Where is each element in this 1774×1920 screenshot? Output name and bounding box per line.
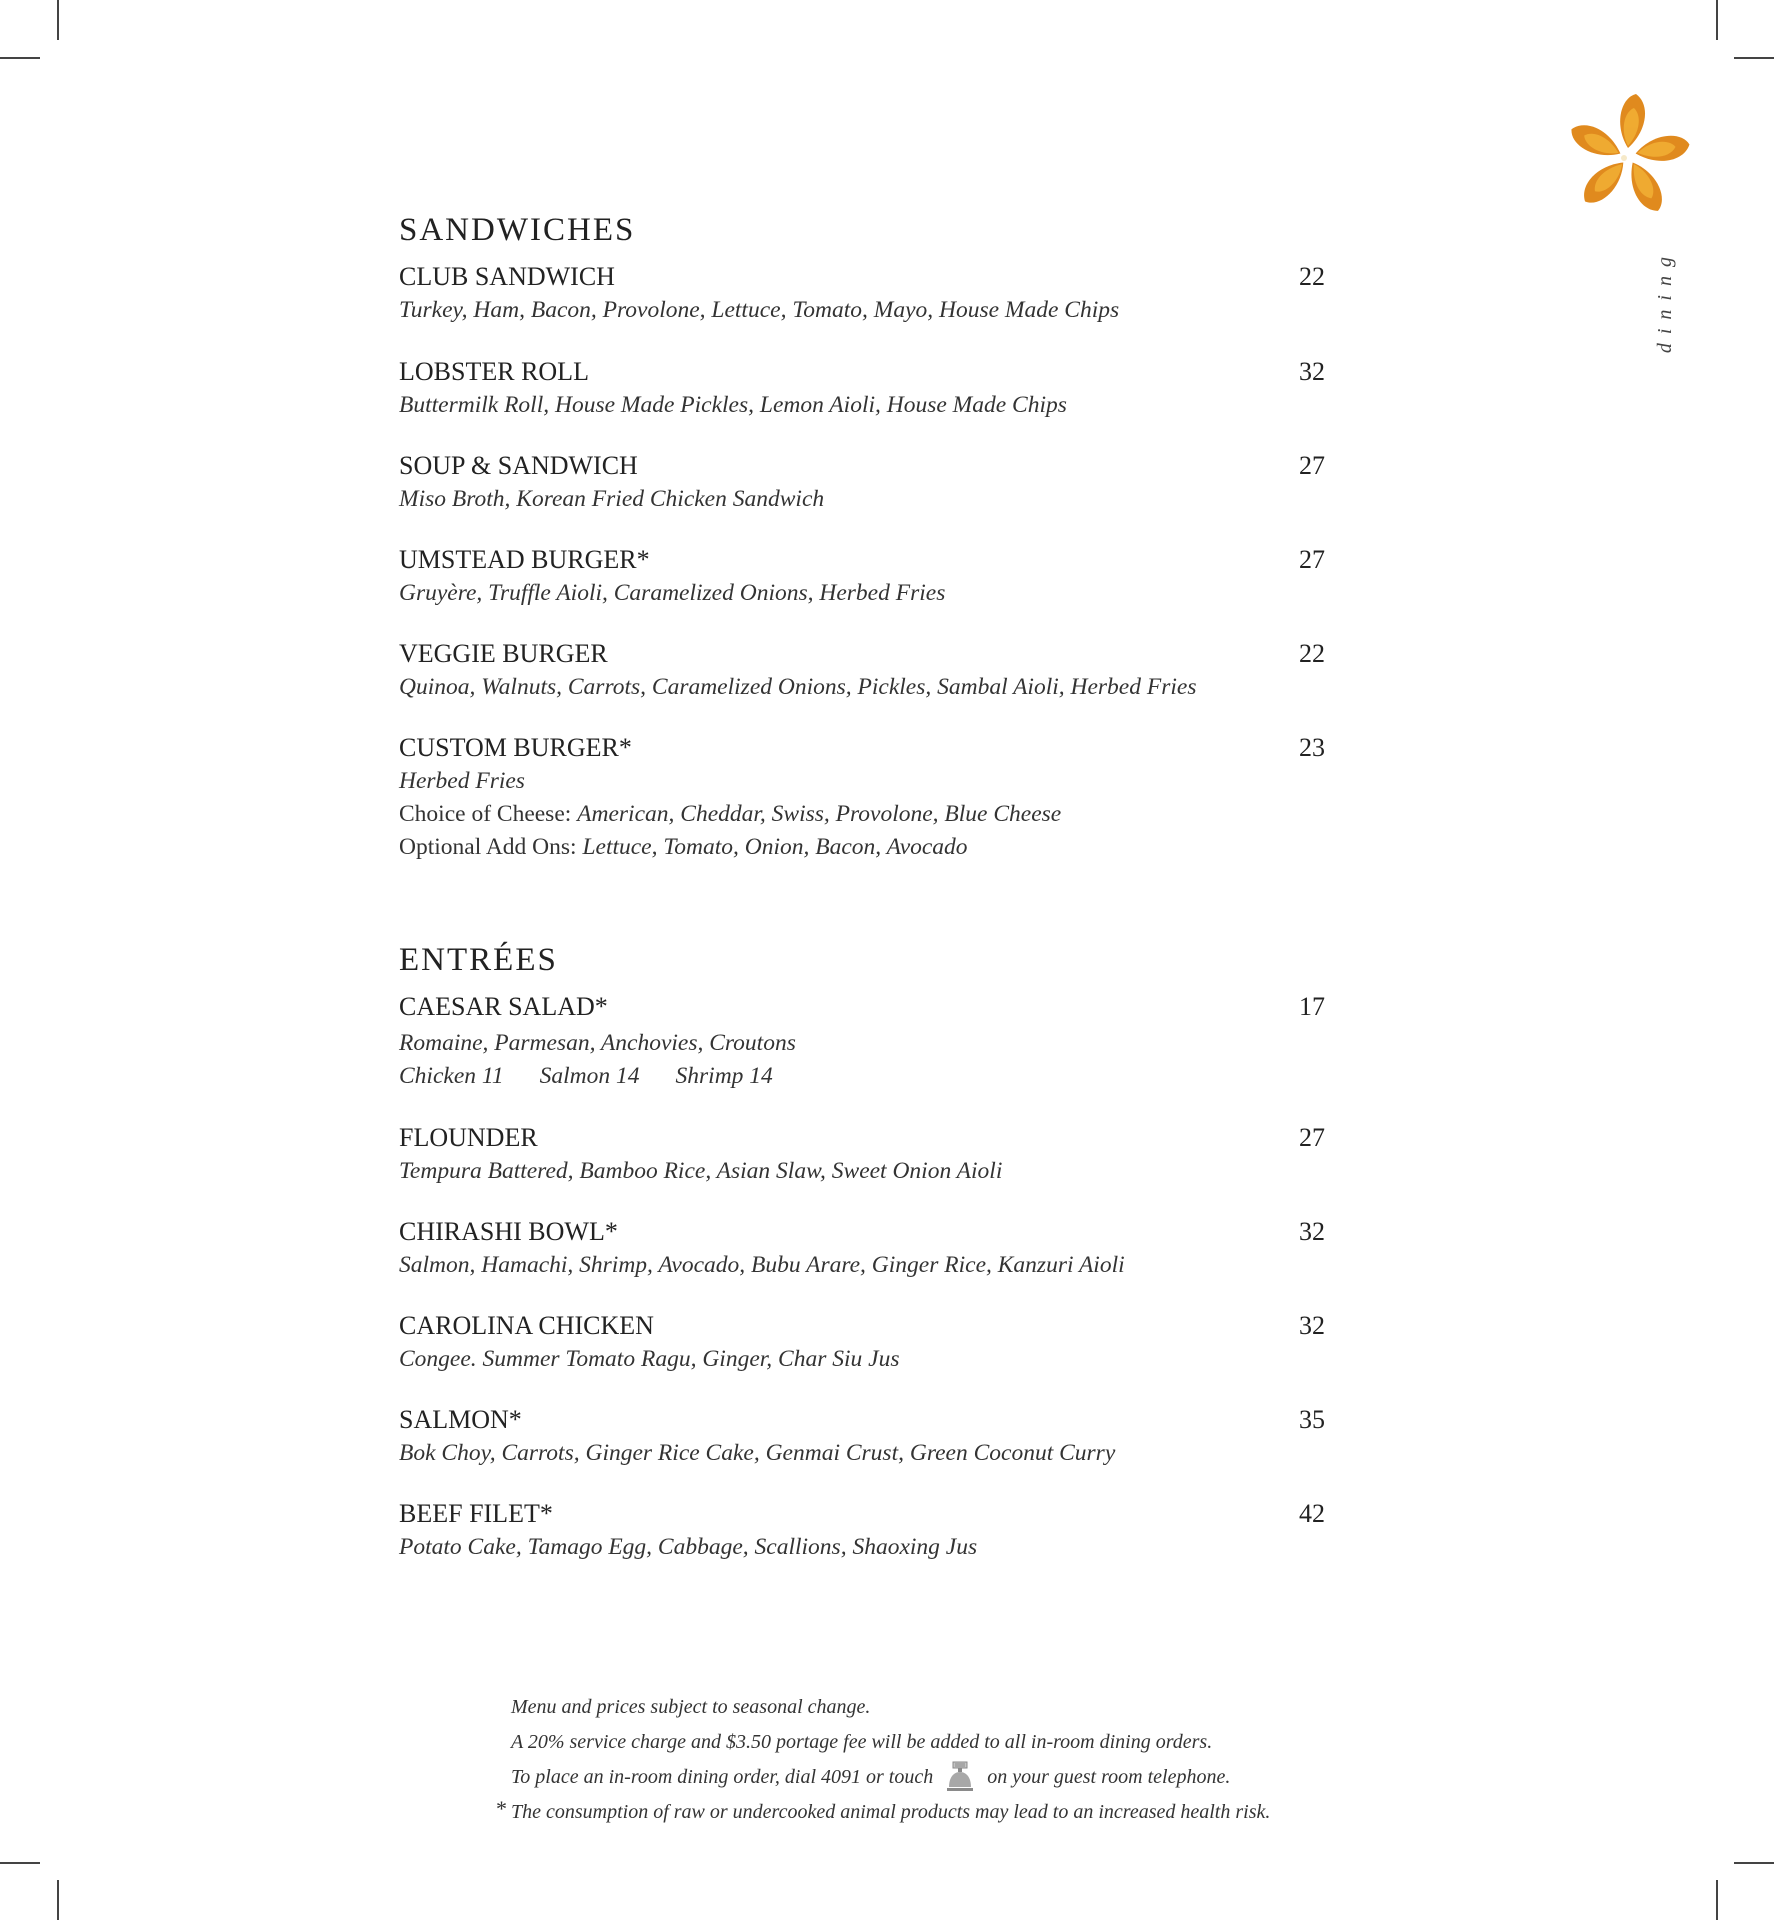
item-name: FLOUNDER: [399, 1123, 538, 1152]
crop-mark: [1716, 1880, 1718, 1920]
item-price: 42: [1299, 1499, 1325, 1528]
crop-mark: [57, 1880, 59, 1920]
footer-notes: [496, 1690, 1411, 1830]
footer-health-text: The consumption of raw or undercooked animal products may lead to an increased health risk.: [511, 1801, 1271, 1823]
item-price: 32: [1299, 1311, 1325, 1340]
orchid-flower-icon: [1562, 90, 1694, 228]
menu-item: [399, 260, 1329, 327]
section-spacer: [399, 864, 1329, 938]
crop-mark: [1716, 0, 1718, 40]
footer-line: A 20% service charge and $3.50 portage fee will be added to all in-room dining orders.: [511, 1731, 1213, 1753]
item-description: Bok Choy, Carrots, Ginger Rice Cake, Genmai Crust, Green Coconut Curry: [399, 1440, 1116, 1466]
item-name: SOUP & SANDWICH: [399, 451, 638, 480]
crop-mark: [0, 1862, 40, 1864]
item-name: CLUB SANDWICH: [399, 262, 615, 291]
crop-mark: [0, 57, 40, 59]
item-description: Salmon, Hamachi, Shrimp, Avocado, Bubu Arare, Ginger Rice, Kanzuri Aioli: [399, 1252, 1125, 1278]
menu-item: [399, 1309, 1329, 1376]
menu-item: [399, 731, 1329, 864]
item-description: Herbed Fries: [399, 768, 525, 794]
section-title: ENTRÉES: [399, 942, 558, 978]
item-description: Congee. Summer Tomato Ragu, Ginger, Char Siu Jus: [399, 1346, 900, 1372]
menu-item: [399, 1121, 1329, 1188]
item-name: CAESAR SALAD*: [399, 992, 608, 1021]
addon-option: Shrimp 14: [675, 1063, 773, 1089]
item-price: 22: [1299, 639, 1325, 668]
item-name: VEGGIE BURGER: [399, 639, 608, 668]
cheese-choice-value: American, Cheddar, Swiss, Provolone, Blue Cheese: [577, 801, 1062, 827]
footer-phone-text: To place an in-room dining order, dial 4091 or touch: [511, 1766, 934, 1788]
addon-option: Salmon 14: [539, 1063, 640, 1089]
item-price: 32: [1299, 1217, 1325, 1246]
item-name: UMSTEAD BURGER*: [399, 545, 650, 574]
item-description: Tempura Battered, Bamboo Rice, Asian Slaw, Sweet Onion Aioli: [399, 1158, 1003, 1184]
menu-item: [399, 355, 1329, 422]
item-description: Miso Broth, Korean Fried Chicken Sandwich: [399, 486, 825, 512]
addons-line: [399, 831, 1329, 864]
item-description: Turkey, Ham, Bacon, Provolone, Lettuce, Tomato, Mayo, House Made Chips: [399, 297, 1120, 323]
menu-item: [399, 1497, 1329, 1564]
cheese-choice-line: [399, 798, 1329, 831]
footer-line-health: [496, 1795, 1411, 1830]
addon-option: Chicken 11: [399, 1063, 504, 1089]
item-name: LOBSTER ROLL: [399, 357, 589, 386]
item-description: Gruyère, Truffle Aioli, Caramelized Onions, Herbed Fries: [399, 580, 946, 606]
item-name: CAROLINA CHICKEN: [399, 1311, 654, 1340]
side-label-text: dining: [1653, 248, 1676, 354]
item-price: 27: [1299, 451, 1325, 480]
addons-label: Optional Add Ons:: [399, 834, 577, 860]
item-name: CUSTOM BURGER*: [399, 733, 632, 762]
menu-item: [399, 637, 1329, 704]
asterisk-mark: *: [496, 1796, 507, 1821]
item-price: 32: [1299, 357, 1325, 386]
item-name: CHIRASHI BOWL*: [399, 1217, 618, 1246]
item-price: 27: [1299, 545, 1325, 574]
item-price: 17: [1299, 992, 1325, 1021]
item-price: 22: [1299, 262, 1325, 291]
item-description: Potato Cake, Tamago Egg, Cabbage, Scallions, Shaoxing Jus: [399, 1534, 978, 1560]
item-price: 23: [1299, 733, 1325, 762]
item-name: BEEF FILET*: [399, 1499, 553, 1528]
menu-item: [399, 1403, 1329, 1470]
room-service-bell-icon: [945, 1760, 975, 1792]
menu-item: [399, 543, 1329, 610]
crop-mark: [1734, 1862, 1774, 1864]
crop-mark: [57, 0, 59, 40]
item-description: Quinoa, Walnuts, Carrots, Caramelized Onions, Pickles, Sambal Aioli, Herbed Fries: [399, 674, 1197, 700]
footer-phone-text-after: on your guest room telephone.: [987, 1766, 1231, 1788]
footer-line: Menu and prices subject to seasonal change.: [511, 1696, 871, 1718]
menu-item: [399, 990, 1329, 1093]
item-name: SALMON*: [399, 1405, 522, 1434]
item-price: 27: [1299, 1123, 1325, 1152]
section-title: SANDWICHES: [399, 212, 636, 248]
side-label: [1640, 248, 1690, 408]
menu-item: [399, 449, 1329, 516]
menu-content: [399, 208, 1329, 1564]
addon-options: [399, 1060, 1329, 1093]
item-description: Buttermilk Roll, House Made Pickles, Lemon Aioli, House Made Chips: [399, 392, 1067, 418]
crop-mark: [1734, 57, 1774, 59]
cheese-choice-label: Choice of Cheese:: [399, 801, 572, 827]
item-description: Romaine, Parmesan, Anchovies, Croutons: [399, 1030, 796, 1056]
footer-line-phone: [511, 1760, 1411, 1795]
item-price: 35: [1299, 1405, 1325, 1434]
menu-item: [399, 1215, 1329, 1282]
addons-value: Lettuce, Tomato, Onion, Bacon, Avocado: [582, 834, 968, 860]
